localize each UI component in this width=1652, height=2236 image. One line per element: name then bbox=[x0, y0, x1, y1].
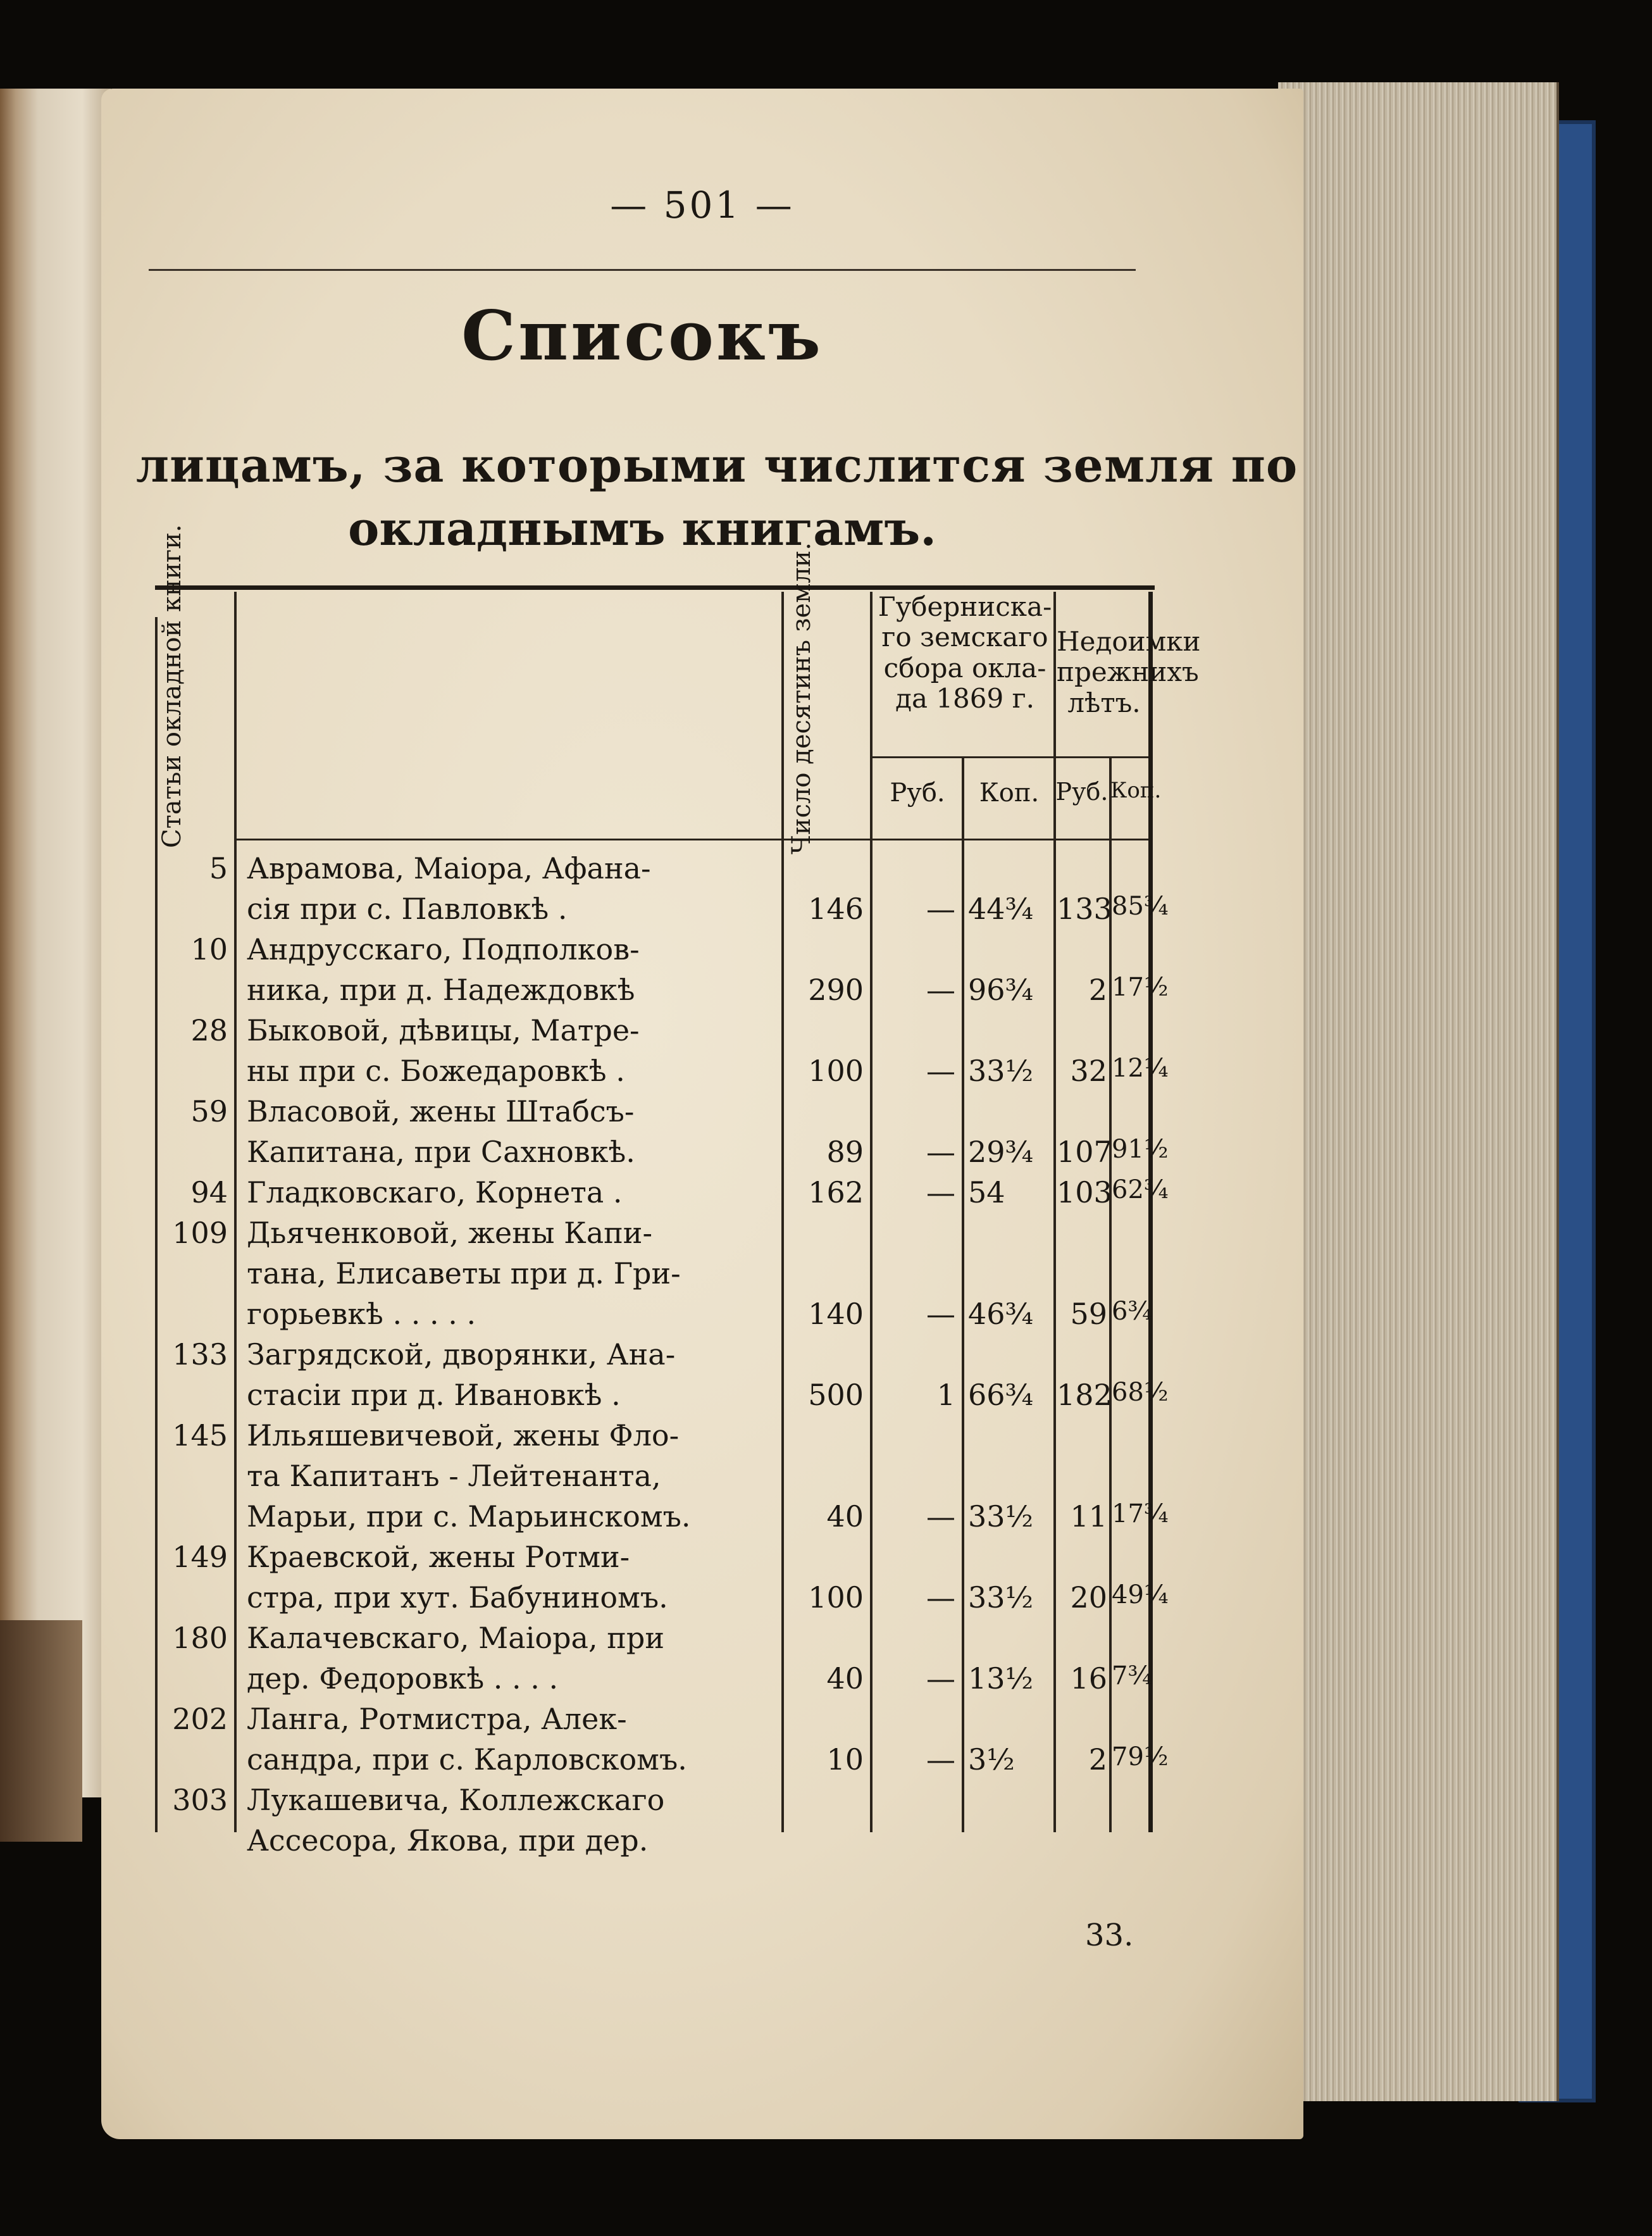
page-content bbox=[101, 89, 1303, 2139]
arrears-rub: 16 bbox=[1070, 1661, 1107, 1696]
entry-name-line-1: Загрядской, дворянки, Ана- bbox=[247, 1337, 676, 1371]
zemstvo-kop: 46¾ bbox=[968, 1297, 1034, 1331]
zemstvo-kop: 66¾ bbox=[968, 1378, 1034, 1412]
table-row bbox=[155, 1216, 1155, 1337]
entry-name-line-3: Марьи, при с. Марьинскомъ. bbox=[247, 1499, 691, 1533]
entry-name-line-2: тана, Елисаветы при д. Гри- bbox=[247, 1256, 681, 1290]
subtitle-line-1: лицамъ, за которыми числится земля по bbox=[136, 439, 1298, 493]
header-land: Число десятинъ земли. bbox=[787, 542, 816, 854]
zemstvo-kop: 33½ bbox=[968, 1499, 1034, 1533]
zemstvo-kop: 29¾ bbox=[968, 1135, 1034, 1169]
zemstvo-rub: — bbox=[926, 1175, 955, 1209]
zemstvo-kop: 96¾ bbox=[968, 973, 1034, 1007]
article-number: 59 bbox=[190, 1094, 228, 1128]
land-desyatin: 100 bbox=[808, 1054, 864, 1088]
arrears-rub: 11 bbox=[1070, 1499, 1107, 1533]
zemstvo-kop: 33½ bbox=[968, 1054, 1034, 1088]
land-desyatin: 100 bbox=[808, 1580, 864, 1615]
table-top-rule bbox=[155, 585, 1155, 590]
header-arrears bbox=[1057, 626, 1201, 718]
entry-name-line-2: сандра, при с. Карловскомъ. bbox=[247, 1742, 687, 1777]
land-desyatin: 146 bbox=[808, 892, 864, 926]
header-rub-2: Руб. bbox=[1055, 778, 1109, 806]
arrears-kop: 62¾ bbox=[1112, 1175, 1169, 1204]
title-block bbox=[136, 269, 1298, 568]
header-kop-2: Коп. bbox=[1110, 778, 1162, 803]
zemstvo-rub: — bbox=[926, 1297, 955, 1331]
left-page-edge bbox=[0, 89, 111, 1797]
article-number: 28 bbox=[190, 1013, 228, 1047]
header-zemstvo bbox=[873, 592, 1057, 714]
entry-name-line-1: Ланга, Ротмистра, Алек- bbox=[247, 1702, 627, 1736]
table-row bbox=[155, 1702, 1169, 1783]
arrears-kop: 17¾ bbox=[1112, 1499, 1169, 1528]
entry-name-line-1: Калачевскаго, Маiора, при bbox=[247, 1621, 664, 1655]
zemstvo-kop: 13½ bbox=[968, 1661, 1034, 1696]
land-desyatin: 10 bbox=[826, 1742, 864, 1777]
arrears-rub: 32 bbox=[1070, 1054, 1107, 1088]
entry-name-line-1: Власовой, жены Штабсъ- bbox=[247, 1094, 635, 1128]
arrears-kop: 49¼ bbox=[1112, 1580, 1169, 1609]
signature-mark: 33. bbox=[1085, 1918, 1134, 1953]
article-number: 303 bbox=[172, 1783, 228, 1817]
article-number: 94 bbox=[190, 1175, 228, 1209]
entry-name-line-1: Дьяченковой, жены Капи- bbox=[247, 1216, 653, 1250]
arrears-kop: 6¾ bbox=[1112, 1297, 1153, 1326]
article-number: 180 bbox=[172, 1621, 228, 1655]
table-row bbox=[155, 1783, 1155, 1864]
entry-name-line-1: Аврамова, Маiора, Афана- bbox=[247, 851, 651, 885]
arrears-kop: 85¾ bbox=[1112, 892, 1169, 921]
entry-name-line-2: сiя при с. Павловкѣ . bbox=[247, 892, 568, 926]
entry-name-line-1: Быковой, дѣвицы, Матре- bbox=[247, 1013, 640, 1047]
arrears-rub: 133 bbox=[1057, 892, 1112, 926]
zemstvo-rub: — bbox=[926, 1054, 955, 1088]
zemstvo-rub: — bbox=[926, 973, 955, 1007]
entry-name-line-2: стра, при хут. Бабуниномъ. bbox=[247, 1580, 668, 1615]
zemstvo-rub: — bbox=[926, 1580, 955, 1615]
table-row bbox=[155, 1013, 1169, 1094]
header-zemstvo-line-1: Губерниска- bbox=[878, 591, 1052, 622]
zemstvo-rub: — bbox=[926, 1135, 955, 1169]
arrears-rub: 59 bbox=[1070, 1297, 1107, 1331]
table-row bbox=[155, 1621, 1155, 1702]
header-zemstvo-line-3: сбора окла- bbox=[883, 652, 1046, 684]
header-zemstvo-line-2: го земскаго bbox=[881, 621, 1048, 653]
article-number: 145 bbox=[172, 1418, 228, 1452]
zemstvo-kop: 44¾ bbox=[968, 892, 1034, 926]
zemstvo-rub: — bbox=[926, 892, 955, 926]
page-title: Списокъ bbox=[461, 296, 823, 376]
land-desyatin: 500 bbox=[808, 1378, 864, 1412]
article-number: 133 bbox=[172, 1337, 228, 1371]
arrears-kop: 79½ bbox=[1112, 1742, 1169, 1771]
entry-name-line-1: Гладковскаго, Корнета . bbox=[247, 1175, 623, 1209]
page-number: — 501 — bbox=[610, 184, 795, 227]
arrears-rub: 182 bbox=[1057, 1378, 1112, 1412]
entry-name-line-2: та Капитанъ - Лейтенанта, bbox=[247, 1459, 661, 1493]
land-desyatin: 40 bbox=[826, 1499, 864, 1533]
entry-name-line-2: дер. Федоровкѣ . . . . bbox=[247, 1661, 559, 1696]
header-arrears-line-2: прежнихъ bbox=[1057, 656, 1199, 688]
table-row bbox=[155, 1094, 1169, 1175]
zemstvo-rub: — bbox=[926, 1499, 955, 1533]
zemstvo-kop: 54 bbox=[968, 1175, 1005, 1209]
header-bottom-rule bbox=[234, 839, 1148, 840]
land-desyatin: 89 bbox=[826, 1135, 864, 1169]
table-row bbox=[155, 1418, 1169, 1540]
entry-name-line-1: Краевской, жены Ротми- bbox=[247, 1540, 630, 1574]
land-desyatin: 290 bbox=[808, 973, 864, 1007]
arrears-rub: 2 bbox=[1088, 973, 1107, 1007]
article-number: 109 bbox=[172, 1216, 228, 1250]
zemstvo-rub: — bbox=[926, 1742, 955, 1777]
zemstvo-kop: 33½ bbox=[968, 1580, 1034, 1615]
arrears-rub: 107 bbox=[1057, 1135, 1112, 1169]
zemstvo-rub: — bbox=[926, 1661, 955, 1696]
arrears-kop: 17½ bbox=[1112, 973, 1169, 1002]
entry-name-line-1: Андрусскаго, Подполков- bbox=[247, 932, 640, 966]
header-kop-1: Коп. bbox=[979, 778, 1040, 808]
entry-name-line-3: горьевкѣ . . . . . bbox=[247, 1297, 476, 1331]
table-row bbox=[155, 851, 1169, 932]
arrears-rub: 2 bbox=[1088, 1742, 1107, 1777]
arrears-kop: 68½ bbox=[1112, 1378, 1169, 1407]
arrears-kop: 12¼ bbox=[1112, 1054, 1169, 1083]
table-row bbox=[155, 932, 1169, 1013]
article-number: 10 bbox=[190, 932, 228, 966]
entry-name-line-2: Ассесора, Якова, при дер. bbox=[247, 1823, 649, 1858]
subheader-rule bbox=[870, 756, 1148, 758]
land-desyatin: 162 bbox=[808, 1175, 864, 1209]
table-row bbox=[155, 1337, 1169, 1418]
subtitle-line-2: окладнымъ книгамъ. bbox=[348, 502, 936, 556]
article-number: 5 bbox=[209, 851, 228, 885]
header-arrears-line-1: Недоимки bbox=[1057, 626, 1201, 657]
entry-name-line-2: Капитана, при Сахновкѣ. bbox=[247, 1135, 635, 1169]
table-row bbox=[155, 1175, 1169, 1216]
table-row bbox=[155, 1540, 1169, 1621]
entry-name-line-1: Лукашевича, Коллежскаго bbox=[247, 1783, 665, 1817]
arrears-rub: 20 bbox=[1070, 1580, 1107, 1615]
arrears-rub: 103 bbox=[1057, 1175, 1112, 1209]
article-number: 149 bbox=[172, 1540, 228, 1574]
land-desyatin: 40 bbox=[826, 1661, 864, 1696]
header-rub-1: Руб. bbox=[890, 778, 945, 808]
left-page-shadow bbox=[0, 1620, 82, 1842]
article-number: 202 bbox=[172, 1702, 228, 1736]
entry-name-line-2: ны при с. Божедаровкѣ . bbox=[247, 1054, 625, 1088]
land-desyatin: 140 bbox=[808, 1297, 864, 1331]
zemstvo-kop: 3½ bbox=[968, 1742, 1015, 1777]
entry-name-line-1: Ильяшевичевой, жены Фло- bbox=[247, 1418, 680, 1452]
page-edges bbox=[1278, 82, 1559, 2101]
header-article: Статьи окладной книги. bbox=[158, 524, 187, 848]
zemstvo-rub: 1 bbox=[936, 1378, 955, 1412]
header-zemstvo-line-4: да 1869 г. bbox=[895, 682, 1034, 714]
entry-name-line-2: ника, при д. Надеждовкѣ bbox=[247, 973, 635, 1007]
arrears-kop: 91½ bbox=[1112, 1135, 1169, 1164]
header-arrears-line-3: лѣтъ. bbox=[1067, 687, 1141, 718]
entry-name-line-2: стасiи при д. Ивановкѣ . bbox=[247, 1378, 621, 1412]
arrears-kop: 7¾ bbox=[1112, 1661, 1153, 1690]
